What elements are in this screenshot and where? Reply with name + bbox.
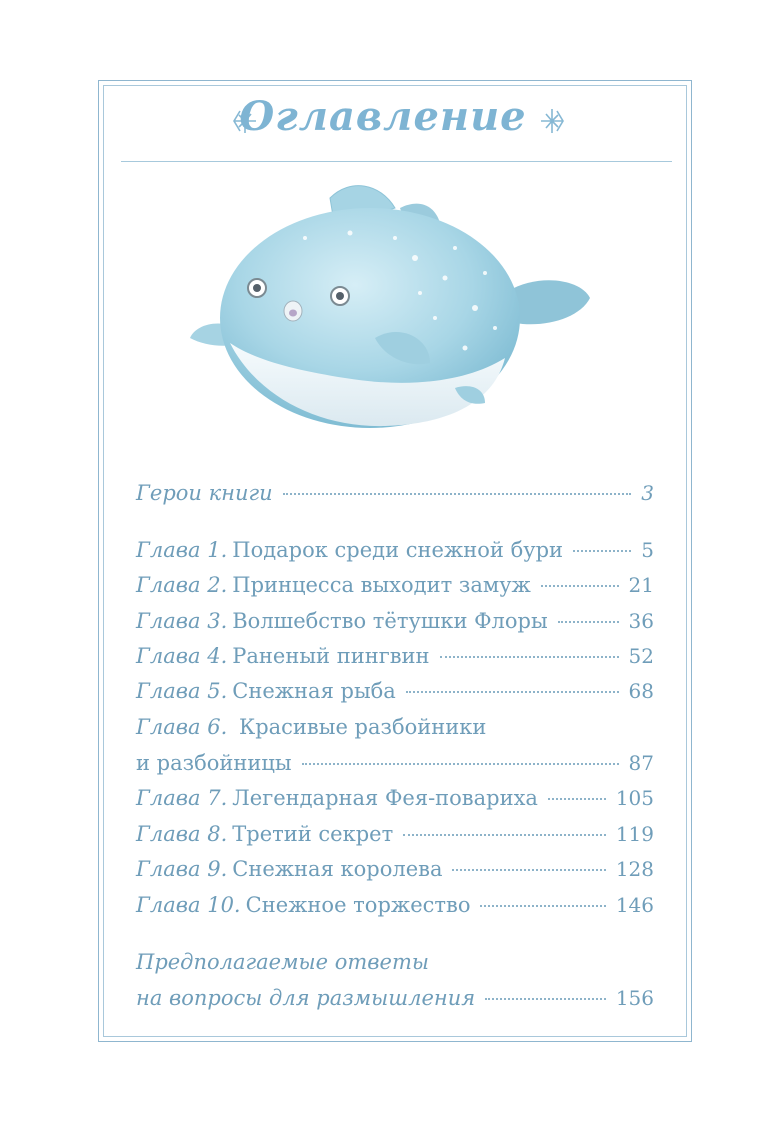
toc-chapter-title: Снежная рыба	[232, 679, 396, 703]
toc-chapter-label: Глава 1.	[136, 538, 228, 562]
toc-leader-dots	[485, 998, 606, 1000]
toc-chapter-label: Глава 5.	[136, 679, 228, 703]
toc-row-chapter-2[interactable]	[136, 573, 654, 603]
toc-chapter-label: Глава 8.	[136, 822, 228, 846]
toc-row-chapter-8[interactable]	[136, 822, 654, 852]
toc-row-chapter-5[interactable]	[136, 679, 654, 709]
toc-leader-dots	[283, 493, 632, 495]
toc-chapter-label: Глава 10.	[136, 893, 241, 917]
toc-leader-dots	[558, 621, 619, 623]
toc-page-number: 119	[615, 822, 654, 846]
toc-leader-dots	[541, 585, 619, 587]
toc-row-chapter-6-line-2[interactable]	[136, 751, 654, 781]
toc-chapter-title: Третий секрет	[232, 822, 394, 846]
toc-chapter-title: Раненый пингвин	[232, 644, 430, 668]
toc-row-chapter-10[interactable]	[136, 893, 654, 923]
toc-chapter-title: Принцесса выходит замуж	[232, 573, 531, 597]
toc-heroes-label: Герои книги	[136, 481, 273, 505]
toc-page-number: 105	[615, 786, 654, 810]
page-title: Оглавление	[239, 93, 527, 140]
toc-page-number: 68	[628, 679, 654, 703]
toc-row-answers-line-2[interactable]	[136, 986, 654, 1016]
toc-page-number: 21	[628, 573, 654, 597]
title-divider	[121, 161, 672, 162]
toc-chapter-title: Волшебство тётушки Флоры	[232, 609, 548, 633]
toc-chapter-title: Легендарная Фея-повариха	[232, 786, 538, 810]
toc-leader-dots	[480, 905, 605, 907]
toc-row-chapter-3[interactable]	[136, 609, 654, 639]
toc-page-number: 146	[615, 893, 654, 917]
toc-leader-dots	[406, 691, 619, 693]
toc-row-heroes[interactable]	[136, 481, 654, 511]
toc-chapter-title: Снежное торжество	[245, 893, 471, 917]
toc-chapter-label: Глава 3.	[136, 609, 228, 633]
toc-chapter-label: Глава 6.	[136, 715, 228, 739]
toc-chapter-label: Глава 4.	[136, 644, 228, 668]
toc-leader-dots	[452, 869, 605, 871]
toc-leader-dots	[548, 798, 606, 800]
toc-leader-dots	[573, 550, 631, 552]
toc-chapter-title-continued: и разбойницы	[136, 751, 292, 775]
toc-row-chapter-1[interactable]	[136, 538, 654, 568]
toc-row-answers-line-1[interactable]	[136, 950, 429, 980]
toc-page-number: 128	[615, 857, 654, 881]
toc-chapter-label: Глава 7.	[136, 786, 228, 810]
toc-row-chapter-9[interactable]	[136, 857, 654, 887]
toc-page-number: 87	[628, 751, 654, 775]
toc-leader-dots	[302, 763, 619, 765]
toc-row-chapter-4[interactable]	[136, 644, 654, 674]
toc-answers-title-continued: на вопросы для размышления	[136, 986, 476, 1010]
toc-chapter-title: Красивые разбойники	[238, 715, 487, 739]
toc-answers-title: Предполагаемые ответы	[136, 950, 429, 974]
toc-leader-dots	[440, 656, 619, 658]
toc-chapter-label: Глава 9.	[136, 857, 228, 881]
toc-page-number: 156	[615, 986, 654, 1010]
toc-page-number: 36	[628, 609, 654, 633]
toc-chapter-title: Подарок среди снежной бури	[232, 538, 564, 562]
toc-row-chapter-7[interactable]	[136, 786, 654, 816]
toc-page-number: 52	[628, 644, 654, 668]
toc-row-chapter-6-line-1[interactable]	[136, 715, 486, 745]
toc-page-number: 3	[641, 481, 654, 505]
toc-chapter-title: Снежная королева	[232, 857, 443, 881]
toc-chapter-label: Глава 2.	[136, 573, 228, 597]
toc-leader-dots	[403, 834, 606, 836]
toc-page-number: 5	[641, 538, 654, 562]
snow-fish-illustration	[185, 178, 605, 438]
